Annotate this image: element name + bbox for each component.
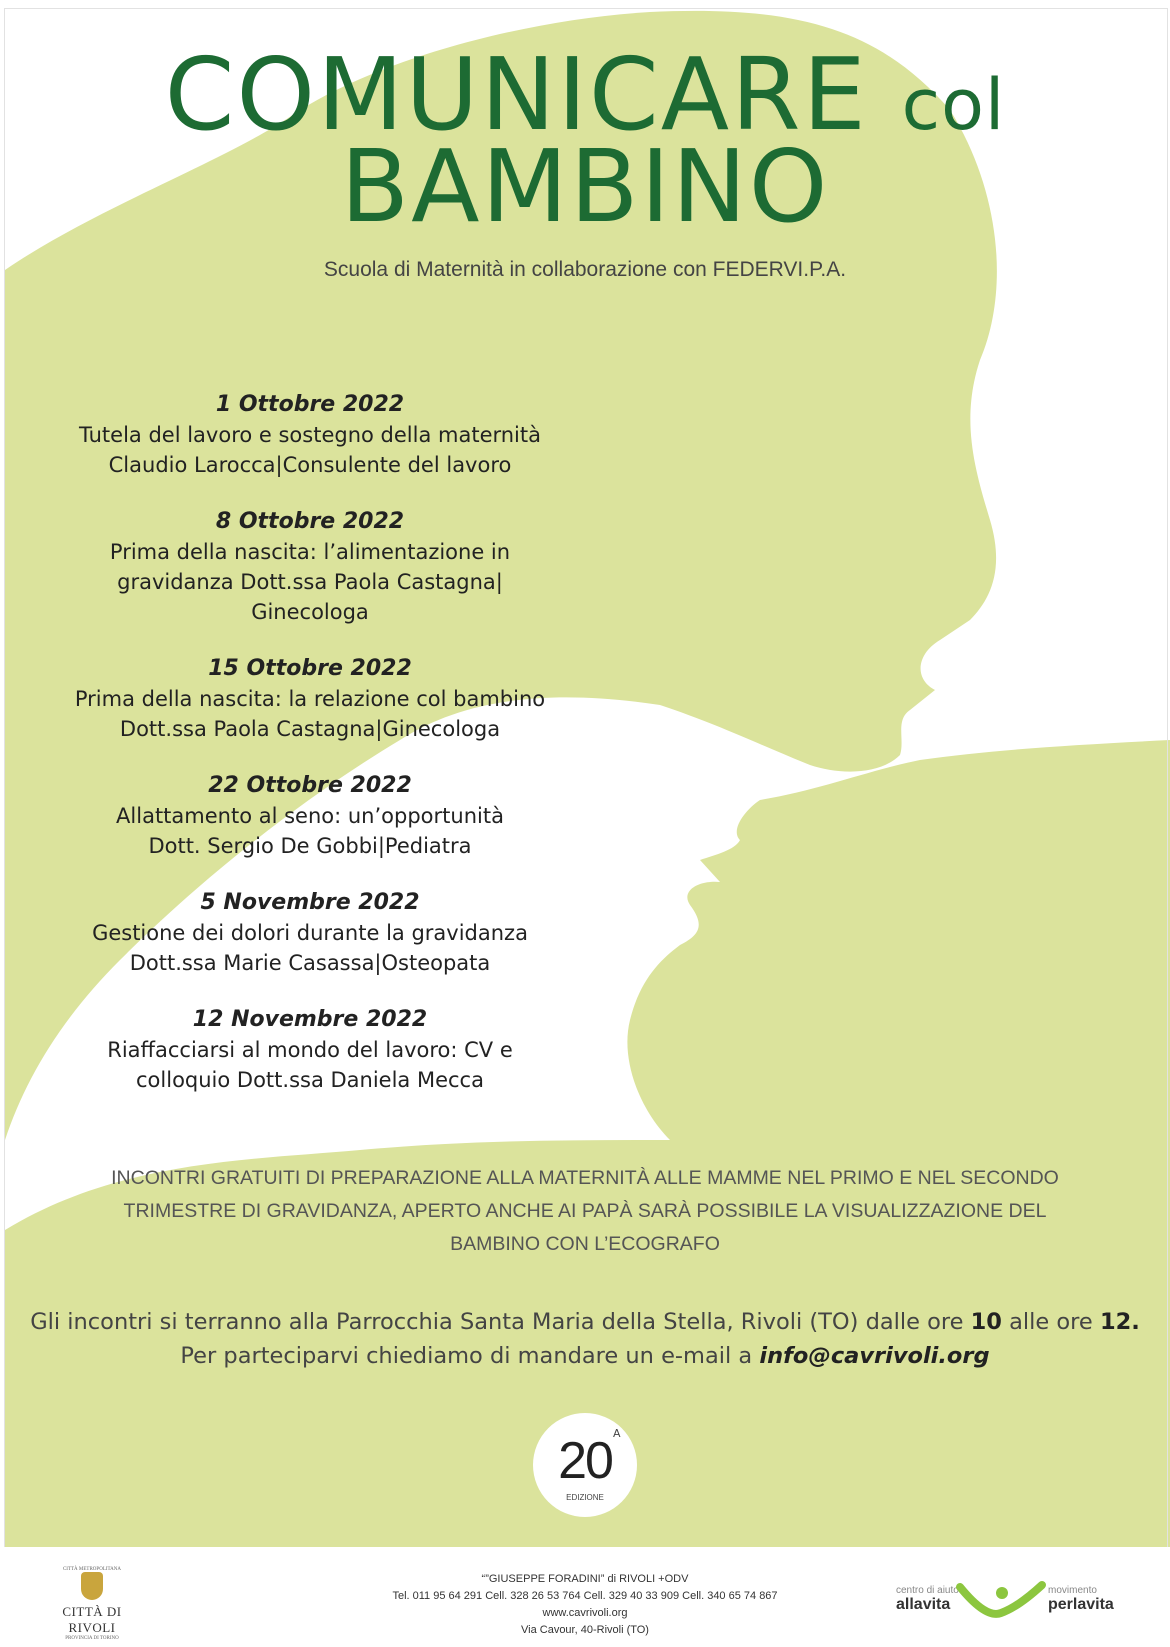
notice-line: INCONTRI GRATUITI DI PREPARAZIONE ALLA MATERNITÀ ALLE MAMME NEL PRIMO E NEL SECONDO [111,1167,1059,1189]
event-line: Prima della nascita: l’alimentazione in [109,540,511,564]
edition-label: EDIZIONE [566,1493,604,1502]
notice-line: TRIMESTRE DI GRAVIDANZA, APERTO ANCHE AI PAPÀ SARÀ POSSIBILE LA VISUALIZZAZIONE DEL [123,1200,1047,1222]
event-date: 15 Ottobre 2022 [208,656,412,681]
website-link[interactable]: www.cavrivoli.org [542,1607,628,1619]
event-date: 1 Ottobre 2022 [215,392,405,417]
event-line: gravidanza Dott.ssa Paola Castagna| [117,570,503,594]
event-date: 8 Ottobre 2022 [215,509,405,534]
cav-logo-top: centro di aiuto [896,1585,959,1596]
organization-name: “”GIUSEPPE FORADINI” di RIVOLI +ODV [481,1573,689,1585]
event-line: Ginecologa [251,600,369,624]
mpv-logo-main: perlavita [1048,1596,1114,1613]
location-mid: alle ore [1001,1309,1100,1335]
event-list [50,390,570,1122]
hour-end: 12. [1099,1309,1140,1335]
edition-badge [533,1413,637,1517]
cav-logo-main: allavita [896,1596,951,1613]
city-of-rivoli-logo [42,1567,142,1641]
event-item [50,1005,570,1095]
edition-superscript: A [613,1427,621,1440]
contact-line [20,1339,1150,1373]
title-main-word: COMUNICARE [164,36,868,153]
checkmark-logo-icon [956,1579,1046,1619]
free-meetings-notice [40,1162,1130,1261]
event-line: Riaffacciarsi al mondo del lavoro: CV e [107,1038,513,1062]
event-item [50,888,570,978]
organization-contacts [330,1571,840,1639]
event-line: Dott.ssa Marie Casassa|Osteopata [129,951,491,975]
logo-top-text: CITTÀ METROPOLITANA [62,1567,122,1572]
event-line: Dott.ssa Paola Castagna|Ginecologa [119,717,501,741]
event-item [50,390,570,480]
phone-numbers: Tel. 011 95 64 291 Cell. 328 26 53 764 Cell. 329 40 33 909 Cell. 340 65 74 867 [392,1590,778,1602]
email-link[interactable]: info@cavrivoli.org [759,1343,990,1369]
logo-city-name: CITTÀ DI RIVOLI [62,1604,122,1635]
edition-number: 20 [558,1432,612,1490]
event-item [50,507,570,627]
mpv-logo-top: movimento [1048,1585,1097,1596]
logo-bottom-text: PROVINCIA DI TORINO [65,1636,119,1641]
event-line: Dott. Sergio De Gobbi|Pediatra [148,834,472,858]
event-date: 12 Novembre 2022 [192,1007,428,1032]
footer [0,1547,1170,1647]
event-item [50,771,570,861]
event-line: colloquio Dott.ssa Daniela Mecca [136,1068,484,1092]
location-text: Gli incontri si terranno alla Parrocchia Santa Maria della Stella, Rivoli (TO) dalle ore [30,1309,971,1335]
subtitle: Scuola di Maternità in collaborazione con FEDERVI.P.A. [323,258,847,281]
event-line: Allattamento al seno: un’opportunità [116,804,504,828]
city-crest-icon [81,1572,103,1600]
title-line-2: BAMBINO [340,128,830,245]
event-date: 22 Ottobre 2022 [208,773,412,798]
notice-line: BAMBINO CON L’ECOGRAFO [450,1233,720,1255]
hour-start: 10 [970,1309,1002,1335]
title-small-word: col [901,64,1006,146]
event-line: Claudio Larocca|Consulente del lavoro [108,453,512,477]
event-item [50,654,570,744]
location-line [20,1305,1150,1339]
event-line: Prima della nascita: la relazione col bambino [74,687,546,711]
contact-text: Per parteciparvi chiediamo di mandare un e-mail a [180,1343,760,1369]
event-line: Tutela del lavoro e sostegno della maternità [78,423,541,447]
address: Via Cavour, 40-Rivoli (TO) [521,1624,649,1636]
partner-logos [896,1579,1136,1629]
event-line: Gestione dei dolori durante la gravidanza [92,921,528,945]
event-date: 5 Novembre 2022 [200,890,420,915]
location-info [20,1305,1150,1373]
